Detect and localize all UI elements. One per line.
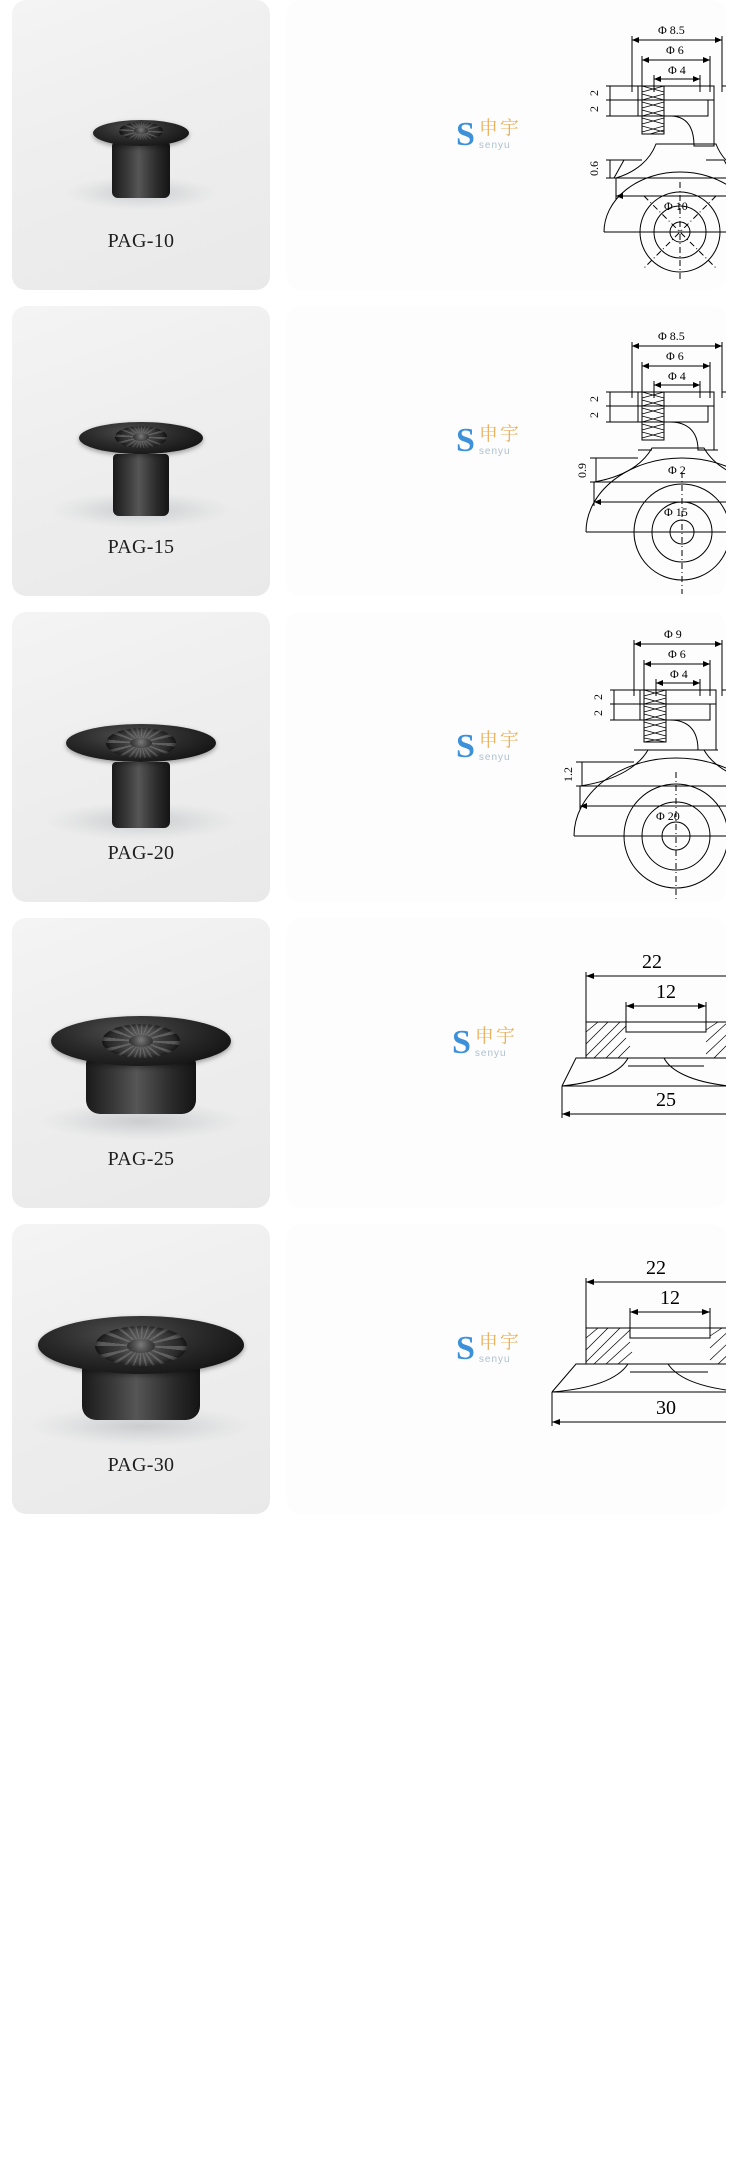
technical-drawing-panel (286, 918, 726, 1208)
svg-text:Φ 4: Φ 4 (668, 369, 686, 383)
drawing-svg (286, 306, 726, 596)
watermark-logo: S (456, 116, 475, 153)
product-photo-panel (12, 612, 270, 902)
watermark-cn: 申宇 (474, 1026, 517, 1047)
watermark-en: senyu (478, 752, 511, 763)
svg-text:Φ 4: Φ 4 (668, 63, 686, 77)
svg-text:Φ 8.5: Φ 8.5 (658, 329, 685, 343)
svg-text:Φ 6: Φ 6 (668, 647, 686, 661)
product-photo-panel (12, 306, 270, 596)
watermark-logo: S (456, 1330, 475, 1367)
svg-text:2: 2 (591, 710, 605, 716)
product-photo (12, 1224, 270, 1452)
drawing-svg (286, 1224, 726, 1514)
svg-text:Φ 6: Φ 6 (666, 349, 684, 363)
svg-text:2: 2 (587, 412, 601, 418)
product-row (0, 1224, 750, 1530)
product-row (0, 918, 750, 1224)
model-label: PAG-10 (107, 230, 175, 252)
product-photo-panel (12, 918, 270, 1208)
svg-text:Φ 4: Φ 4 (670, 667, 688, 681)
svg-text:0.9: 0.9 (575, 463, 589, 478)
product-photo (12, 306, 270, 534)
product-photo-panel (12, 1224, 270, 1514)
technical-drawing-panel (286, 306, 726, 596)
product-row (0, 306, 750, 612)
watermark-cn: 申宇 (478, 1332, 521, 1353)
watermark-cn: 申宇 (478, 118, 521, 139)
watermark-en: senyu (478, 1354, 511, 1365)
product-photo (12, 612, 270, 840)
watermark-logo: S (452, 1024, 471, 1061)
watermark-cn: 申宇 (478, 730, 521, 751)
watermark-en: senyu (478, 140, 511, 151)
watermark-en: senyu (474, 1048, 507, 1059)
technical-drawing-panel (286, 1224, 726, 1514)
svg-text:12: 12 (656, 981, 676, 1003)
model-label: PAG-25 (107, 1148, 175, 1170)
dim-top-width: Φ 8.5 (658, 23, 685, 37)
svg-text:Φ 9: Φ 9 (664, 627, 682, 641)
svg-text:12: 12 (660, 1287, 680, 1309)
svg-text:25: 25 (656, 1089, 676, 1111)
technical-drawing-panel (286, 0, 726, 290)
product-photo-panel (12, 0, 270, 290)
model-label: PAG-20 (107, 842, 175, 864)
svg-text:22: 22 (642, 951, 662, 973)
watermark-logo: S (456, 728, 475, 765)
svg-text:Φ 2: Φ 2 (668, 463, 686, 477)
svg-text:30: 30 (656, 1397, 676, 1419)
drawing-svg (286, 0, 726, 290)
drawing-svg (286, 612, 726, 902)
svg-text:1.2: 1.2 (561, 767, 575, 782)
svg-text:22: 22 (646, 1257, 666, 1279)
product-row (0, 612, 750, 918)
product-photo (12, 0, 270, 228)
drawing-svg (286, 918, 726, 1208)
svg-text:2: 2 (587, 106, 601, 112)
svg-text:2: 2 (587, 396, 601, 402)
model-label: PAG-15 (107, 536, 175, 558)
product-photo (12, 918, 270, 1146)
product-row (0, 0, 750, 306)
svg-text:Φ 10: Φ 10 (664, 199, 688, 213)
model-label: PAG-30 (107, 1454, 175, 1476)
svg-text:0.6: 0.6 (587, 161, 601, 176)
svg-text:Φ 6: Φ 6 (666, 43, 684, 57)
technical-drawing-panel (286, 612, 726, 902)
svg-text:Φ 15: Φ 15 (664, 505, 688, 519)
svg-text:2: 2 (587, 90, 601, 96)
watermark-logo: S (456, 422, 475, 459)
svg-text:Φ 20: Φ 20 (656, 809, 680, 823)
watermark-cn: 申宇 (478, 424, 521, 445)
svg-text:2: 2 (591, 694, 605, 700)
watermark-en: senyu (478, 446, 511, 457)
